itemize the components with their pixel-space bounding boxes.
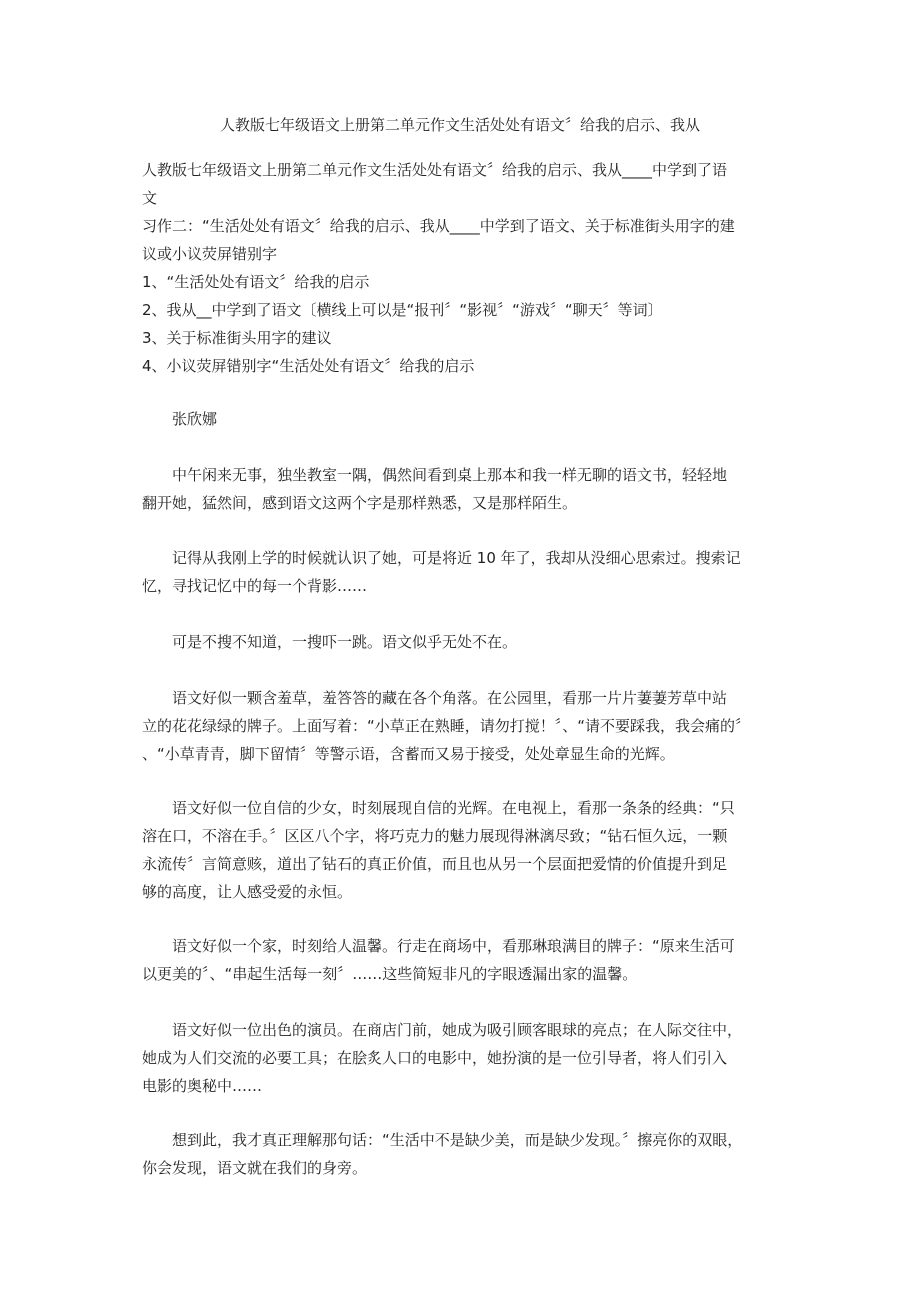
paragraph-line: 忆，寻找记忆中的每一个背影…… [142, 577, 368, 595]
paragraph-6 [142, 932, 782, 988]
option-item: 2、我从__中学到了语文〔横线上可以是“报刊〞“影视〞“游戏〞“聊天〞等词〕 [142, 301, 663, 319]
paragraph-3 [142, 628, 782, 656]
paragraph-line: 永流传〞言简意赅，道出了钻石的真正价值，而且也从另一个层面把爱情的价值提升到足 [142, 855, 728, 873]
task-line: 习作二：“生活处处有语文〞给我的启示、我从____中学到了语文、关于标准街头用字的建 [142, 217, 735, 235]
paragraph-line: 立的花花绿绿的牌子。上面写着：“小草正在熟睡，请勿打搅！〞、“请不要踩我，我会痛的〞 [142, 717, 751, 735]
paragraph-line: 翻开她，猛然间，感到语文这两个字是那样熟悉，又是那样陌生。 [142, 494, 578, 512]
paragraph-7 [142, 1016, 782, 1100]
options-list [142, 268, 782, 380]
paragraph-line: 以更美的〞、“串起生活每一刻〞……这些简短非凡的字眼透漏出家的温馨。 [142, 965, 638, 983]
paragraph-line: 电影的奥秘中…… [142, 1077, 263, 1095]
paragraph-line: 语文好似一颗含羞草，羞答答的藏在各个角落。在公园里，看那一片片萋萋芳草中站 [172, 689, 728, 707]
heading-block [142, 156, 782, 212]
paragraph-4 [142, 684, 782, 768]
paragraph-5 [142, 794, 782, 906]
author-text: 张欣娜 [172, 410, 218, 428]
paragraph-line: 她成为人们交流的必要工具；在脍炙人口的电影中，她扮演的是一位引导者，将人们引入 [142, 1049, 728, 1067]
option-item: 3、关于标准街头用字的建议 [142, 329, 332, 347]
paragraph-line: 你会发现，语文就在我们的身旁。 [142, 1159, 368, 1177]
paragraph-line: 够的高度，让人感受爱的永恒。 [142, 883, 353, 901]
heading-line: 人教版七年级语文上册第二单元作文生活处处有语文〞给我的启示、我从____中学到了语 [142, 161, 728, 179]
task-block [142, 212, 782, 268]
paragraph-line: 想到此，我才真正理解那句话：“生活中不是缺少美，而是缺少发现。〞擦亮你的双眼， [172, 1131, 743, 1149]
paragraph-line: 、“小草青青，脚下留情〞等警示语，含蓄而又易于接受，处处章显生命的光辉。 [142, 745, 675, 763]
paragraph-line: 语文好似一个家，时刻给人温馨。行走在商场中，看那琳琅满目的牌子：“原来生活可 [172, 937, 735, 955]
option-item: 1、“生活处处有语文〞给我的启示 [142, 273, 370, 291]
paragraph-line: 语文好似一位自信的少女，时刻展现自信的光辉。在电视上，看那一条条的经典：“只 [172, 799, 735, 817]
paragraph-1 [142, 461, 782, 517]
heading-line: 文 [142, 189, 158, 207]
option-item: 4、小议荧屏错别字“生活处处有语文〞给我的启示 [142, 357, 475, 375]
paragraph-line: 中午闲来无事，独坐教室一隅，偶然间看到桌上那本和我一样无聊的语文书，轻轻地 [172, 466, 728, 484]
paragraph-2 [142, 544, 782, 600]
document-title: 人教版七年级语文上册第二单元作文生活处处有语文〞给我的启示、我从 [219, 116, 700, 134]
paragraph-line: 记得从我刚上学的时候就认识了她，可是将近 10 年了，我却从没细心思索过。搜索记 [172, 549, 741, 567]
task-line: 议或小议荧屏错别字 [142, 245, 278, 263]
author-name [142, 405, 812, 433]
paragraph-line: 溶在口，不溶在手。〞区区八个字，将巧克力的魅力展现得淋漓尽致；“钻石恒久远，一颗 [142, 827, 728, 845]
paragraph-line: 可是不搜不知道，一搜吓一跳。语文似乎无处不在。 [172, 633, 518, 651]
paragraph-8 [142, 1126, 782, 1182]
paragraph-line: 语文好似一位出色的演员。在商店门前，她成为吸引顾客眼球的亮点；在人际交往中， [172, 1021, 743, 1039]
